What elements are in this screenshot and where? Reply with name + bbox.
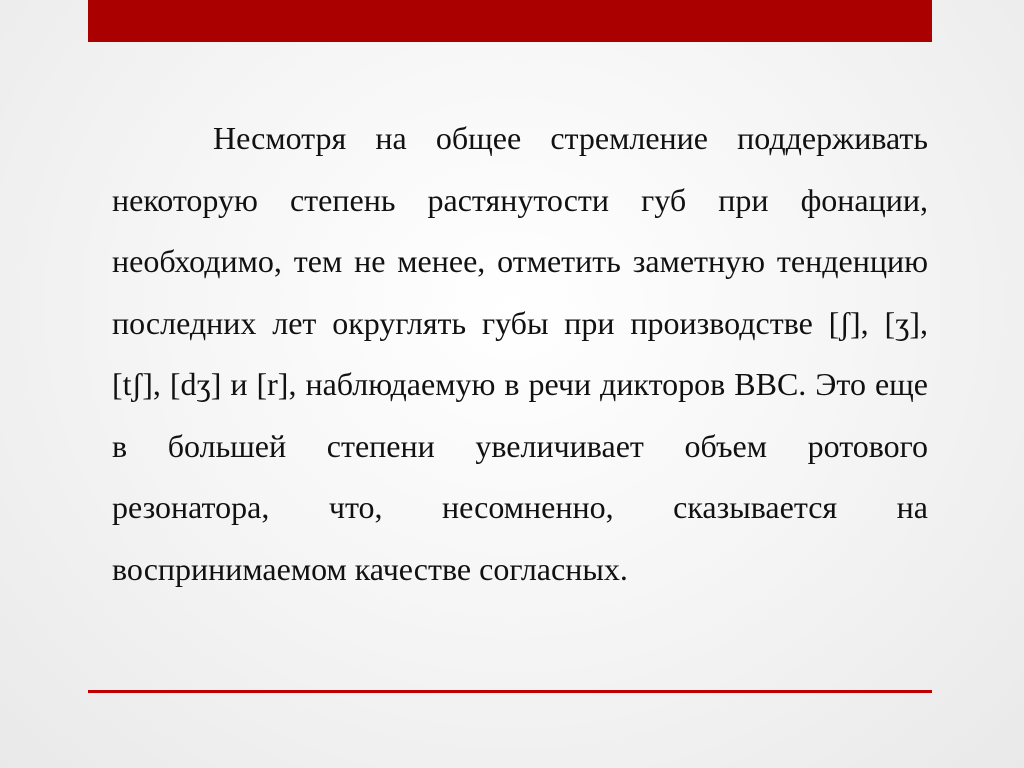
top-accent-bar — [88, 0, 932, 42]
slide-body-paragraph: Несмотря на общее стремление поддерживать некоторую степень растянутости губ при фонации, необходимо, тем не менее, отметить заметную тенденцию последних лет округлять губы при производстве [ʃ], [ʒ], [tʃ], [dʒ] и [r], наблюдаемую в речи дикторов BBC. Это еще в большей степени увеличивает объем ротового резонатора, что, несомненно, сказывается на воспринимаемом качестве согласных. — [112, 120, 928, 587]
bottom-divider-line — [88, 690, 932, 693]
